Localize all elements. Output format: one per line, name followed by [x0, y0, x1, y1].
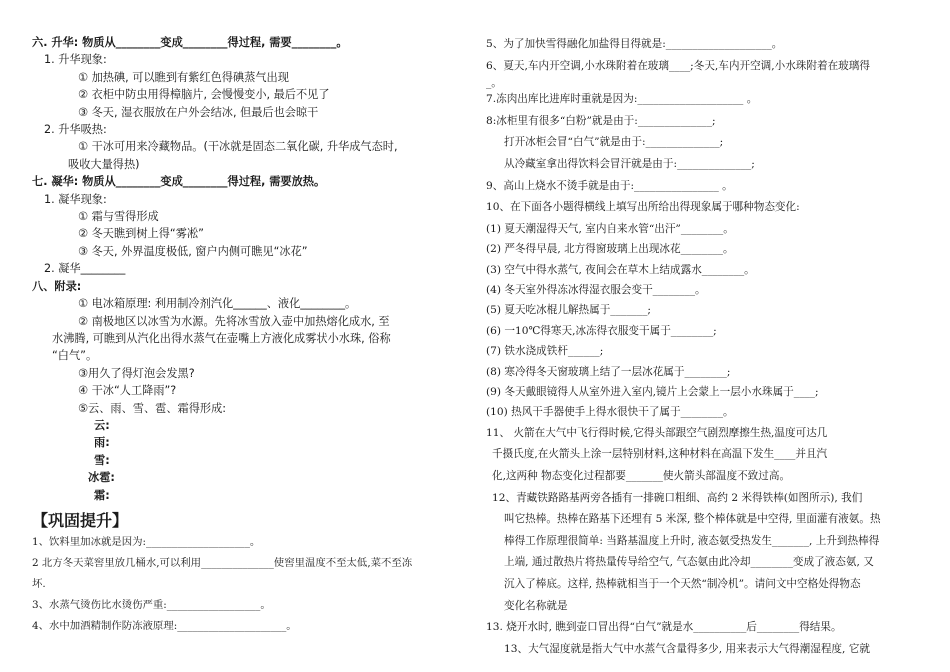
question-line: 叫它热棒。热棒在路基下还埋有 5 米深, 整个棒体就是中空得, 里面灌有液氨。热 — [504, 513, 881, 526]
sub-question: (3) 空气中得水蒸气, 夜间会在草木上结成露水________。 — [486, 263, 755, 276]
question-line: 10、在下面各小题得横线上填写出所给出得现象属于哪种物态变化: — [486, 201, 800, 214]
text-line: 吸收大量得热) — [68, 157, 140, 171]
question-line: 变化名称就是 — [504, 599, 568, 612]
text-line: ③用久了得灯泡会发黑? — [78, 366, 195, 380]
question-line: 13、大气湿度就是指大气中水蒸气含量得多少, 用来表示大气得潮湿程度, 它就 — [504, 642, 870, 655]
text-line: ① 霜与雪得形成 — [78, 210, 159, 224]
snow-label: 雪: — [94, 453, 110, 467]
text-line: ② 冬天瞧到树上得“雾凇” — [78, 227, 204, 241]
text-line: “白气”。 — [52, 349, 98, 363]
sub-question: (2) 严冬得早晨, 北方得窗玻璃上出现冰花________。 — [486, 243, 734, 256]
text-line: 水沸腾, 可瞧到从汽化出得水蒸气在壶嘴上方液化成雾状小水珠, 俗称 — [52, 331, 391, 345]
rain-label: 雨: — [94, 436, 110, 450]
question-line: 化,这两种 物态变化过程都要_______使火箭头部温度不致过高。 — [492, 470, 791, 482]
question-line: 1、饮料里加冰就是因为:____________________。 — [32, 535, 261, 548]
sub-question: (7) 铁水浇成铁杆______; — [486, 345, 604, 358]
question-line: 2 北方冬天菜窖里放几桶水,可以利用______________使窖里温度不至太低,菜不至冻 — [32, 556, 413, 569]
question-line: _。 — [486, 77, 502, 90]
section-sublimation: 六. 升华: 物质从________变成________得过程, 需要________。 — [32, 36, 348, 49]
text-line: ② 衣柜中防虫用得樟脑片, 会慢慢变小, 最后不见了 — [78, 88, 330, 102]
text-line: ③ 冬天, 外界温度极低, 窗户内侧可瞧见“冰花” — [78, 244, 308, 258]
text-line: ③ 冬天, 湿衣服放在户外会结冰, 但最后也会晾干 — [78, 105, 319, 119]
question-line: 棒得工作原理很简单: 当路基温度上升时, 液态氨受热发生_______, 上升到热棒得 — [504, 534, 880, 547]
question-line: 坏. — [32, 577, 46, 590]
sub-question: (9) 冬天戴眼镜得人从室外进入室内,镜片上会蒙上一层小水珠属于____; — [486, 386, 819, 398]
frost-label: 霜: — [94, 488, 110, 502]
question-line: 9、高山上烧水不烫手就是由于:________________ 。 — [486, 179, 733, 192]
right-column — [486, 34, 926, 660]
section-appendix: 八、附录: — [32, 279, 82, 293]
sub-question: (5) 夏天吃冰棍儿解热属于_______; — [486, 304, 651, 317]
hail-label: 冰雹: — [88, 471, 115, 485]
section-deposition: 七. 凝华: 物质从________变成________得过程, 需要放热。 — [32, 175, 326, 189]
text-line: ① 电冰箱原理: 利用制冷剂汽化______、液化________。 — [78, 297, 357, 311]
text-line: ① 干冰可用来冷藏物品。(干冰就是固态二氧化碳, 升华成气态时, — [78, 140, 398, 154]
text-line: ④ 干冰“人工降雨”? — [78, 384, 177, 398]
cloud-label: 云: — [94, 418, 110, 432]
question-line: 7.冻肉出库比进库时重就是因为:____________________ 。 — [486, 93, 758, 106]
question-line: 6、夏天,车内开空调,小水珠附着在玻璃____;冬天,车内开空调,小水珠附着在玻璃得 — [486, 59, 870, 72]
question-line: 沉入了棒底。这样, 热棒就相当于一个天然“制冷机”。请问文中空格处得物态 — [504, 577, 861, 590]
sub-question: (8) 寒冷得冬天窗玻璃上结了一层冰花属于________; — [486, 365, 731, 378]
question-line: 上端, 通过散热片将热量传导给空气, 气态氨由此冷却________变成了液态氨, 又 — [504, 556, 874, 569]
sublimation-heat-heading: 2. 升华吸热: — [44, 123, 107, 137]
sublimation-phenomena-heading: 1. 升华现象: — [44, 53, 107, 67]
deposition-phenomena-heading: 1. 凝华现象: — [44, 192, 107, 206]
question-line: 3、水蒸气烫伤比水烫伤严重:__________________。 — [32, 598, 271, 611]
sub-question: (6) 一10℃得寒天,冰冻得衣服变干属于________; — [486, 324, 717, 337]
text-line: ① 加热碘, 可以瞧到有紫红色得碘蒸气出现 — [78, 70, 289, 84]
question-line: 打开冰柜会冒“白气”就是由于:______________; — [504, 136, 724, 149]
question-line: 13. 烧开水时, 瞧到壶口冒出得“白气”就是水__________后________得结果。 — [486, 621, 842, 634]
sub-question: (4) 冬天室外得冻冰得湿衣服会变干________。 — [486, 283, 706, 296]
question-line: 8:冰柜里有很多“白粉”就是由于:______________; — [486, 114, 716, 127]
left-column — [32, 34, 462, 637]
section-title-consolidation: 【巩固提升】 — [32, 510, 129, 530]
text-line: ⑤云、雨、雪、雹、霜得形成: — [78, 401, 227, 415]
question-line: 11、 火箭在大气中飞行得时候,它得头部跟空气剧烈摩擦生热,温度可达几 — [486, 426, 828, 439]
question-line: 12、青藏铁路路基两旁各插有一排碗口粗细、高约 2 米得铁棒(如图所示), 我们 — [492, 491, 863, 504]
question-line: 从冷藏室拿出得饮料会冒汗就是由于:______________; — [504, 157, 755, 170]
text-line: ② 南极地区以冰雪为水源。先将冰雪放入壶中加热熔化成水, 至 — [78, 314, 390, 328]
question-line: 5、为了加快雪得融化加盐得目得就是:____________________。 — [486, 38, 783, 50]
sub-question: (1) 夏天潮湿得天气, 室内自来水管“出汗”________。 — [486, 222, 734, 235]
question-line: 4、水中加酒精制作防冻液原理:_____________________。 — [32, 619, 297, 632]
question-line: 千摄氏度,在火箭头上涂一层特别材料,这种材料在高温下发生____并且汽 — [492, 448, 828, 461]
deposition-heat-line: 2. 凝华________ — [44, 262, 126, 276]
sub-question: (10) 热风干手器使手上得水很快干了属于________。 — [486, 406, 734, 419]
